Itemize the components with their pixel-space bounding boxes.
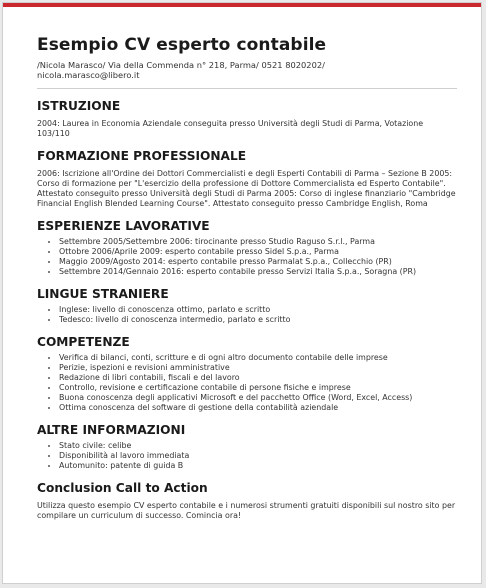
list-item: • Tedesco: livello di conoscenza intermedio, parlato e scritto xyxy=(59,315,457,325)
list-item: • Redazione di libri contabili, fiscali e del lavoro xyxy=(59,373,457,383)
list-item: • Automunito: patente di guida B xyxy=(59,461,457,471)
section-text-conclusion: Utilizza questo esempio CV esperto contabile e i numerosi strumenti gratuiti disponibili sul nostro sito per compilare un curriculum di successo. Comincia ora! xyxy=(37,501,456,520)
list-item: • Verifica di bilanci, conti, scritture e di ogni altro documento contabile delle imprese xyxy=(59,353,457,363)
section-text-istruzione: 2004: Laurea in Economia Aziendale conseguita presso Università degli Studi di Parma, Votazione 103/110 xyxy=(37,119,424,138)
list-competenze xyxy=(37,353,457,413)
list-item: • Settembre 2014/Gennaio 2016: esperto contabile presso Servizi Italia S.p.a., Soragna (PR) xyxy=(59,267,457,277)
list-item: • Buona conoscenza degli applicativi Microsoft e del pacchetto Office (Word, Excel, Access) xyxy=(59,393,457,403)
list-item: • Stato civile: celibe xyxy=(59,441,457,451)
list-item: • Inglese: livello di conoscenza ottimo, parlato e scritto xyxy=(59,305,457,315)
contact-info: /Nicola Marasco/ Via della Commenda n° 218, Parma/ 0521 8020202/ nicola.marasco@libero.it xyxy=(37,60,325,80)
section-heading-competenze: COMPETENZE xyxy=(37,335,130,349)
list-item: • Ottima conoscenza del software di gestione della contabilità aziendale xyxy=(59,403,457,413)
section-text-formazione: 2006: Iscrizione all'Ordine dei Dottori Commercialisti e degli Esperti Contabili di Parma – Sezione B 2005: Corso di formazione per "L'esercizio della professione di Dottore Commercialista ed Esperto Contabile". Attestato conseguito presso Università degli Studi di Parma 2005: Corso di inglese finanziario "Cambridge Financial English Blended Learning Course". Attestato conseguito presso Cambridge English, Roma xyxy=(37,169,456,208)
list-item: • Maggio 2009/Agosto 2014: esperto contabile presso Parmalat S.p.a., Collecchio (PR) xyxy=(59,257,457,267)
section-heading-esperienze: ESPERIENZE LAVORATIVE xyxy=(37,219,210,233)
cv-page xyxy=(2,2,482,584)
list-item: • Ottobre 2006/Aprile 2009: esperto contabile presso Sidel S.p.a., Parma xyxy=(59,247,457,257)
page-title: Esempio CV esperto contabile xyxy=(37,35,327,55)
section-heading-conclusion: Conclusion Call to Action xyxy=(37,481,208,495)
section-heading-formazione: FORMAZIONE PROFESSIONALE xyxy=(37,149,247,163)
list-item: • Settembre 2005/Settembre 2006: tirocinante presso Studio Raguso S.r.l., Parma xyxy=(59,237,457,247)
section-heading-istruzione: ISTRUZIONE xyxy=(37,99,121,113)
divider xyxy=(37,88,457,89)
section-heading-altre: ALTRE INFORMAZIONI xyxy=(37,423,186,437)
accent-bar xyxy=(3,3,481,7)
list-item: • Controllo, revisione e certificazione contabile di persone fisiche e imprese xyxy=(59,383,457,393)
list-altre xyxy=(37,441,457,471)
list-item: • Perizie, ispezioni e revisioni amministrative xyxy=(59,363,457,373)
list-item: • Disponibilità al lavoro immediata xyxy=(59,451,457,461)
list-lingue xyxy=(37,305,457,325)
cv-content xyxy=(37,35,457,521)
list-esperienze xyxy=(37,237,457,277)
section-heading-lingue: LINGUE STRANIERE xyxy=(37,287,169,301)
